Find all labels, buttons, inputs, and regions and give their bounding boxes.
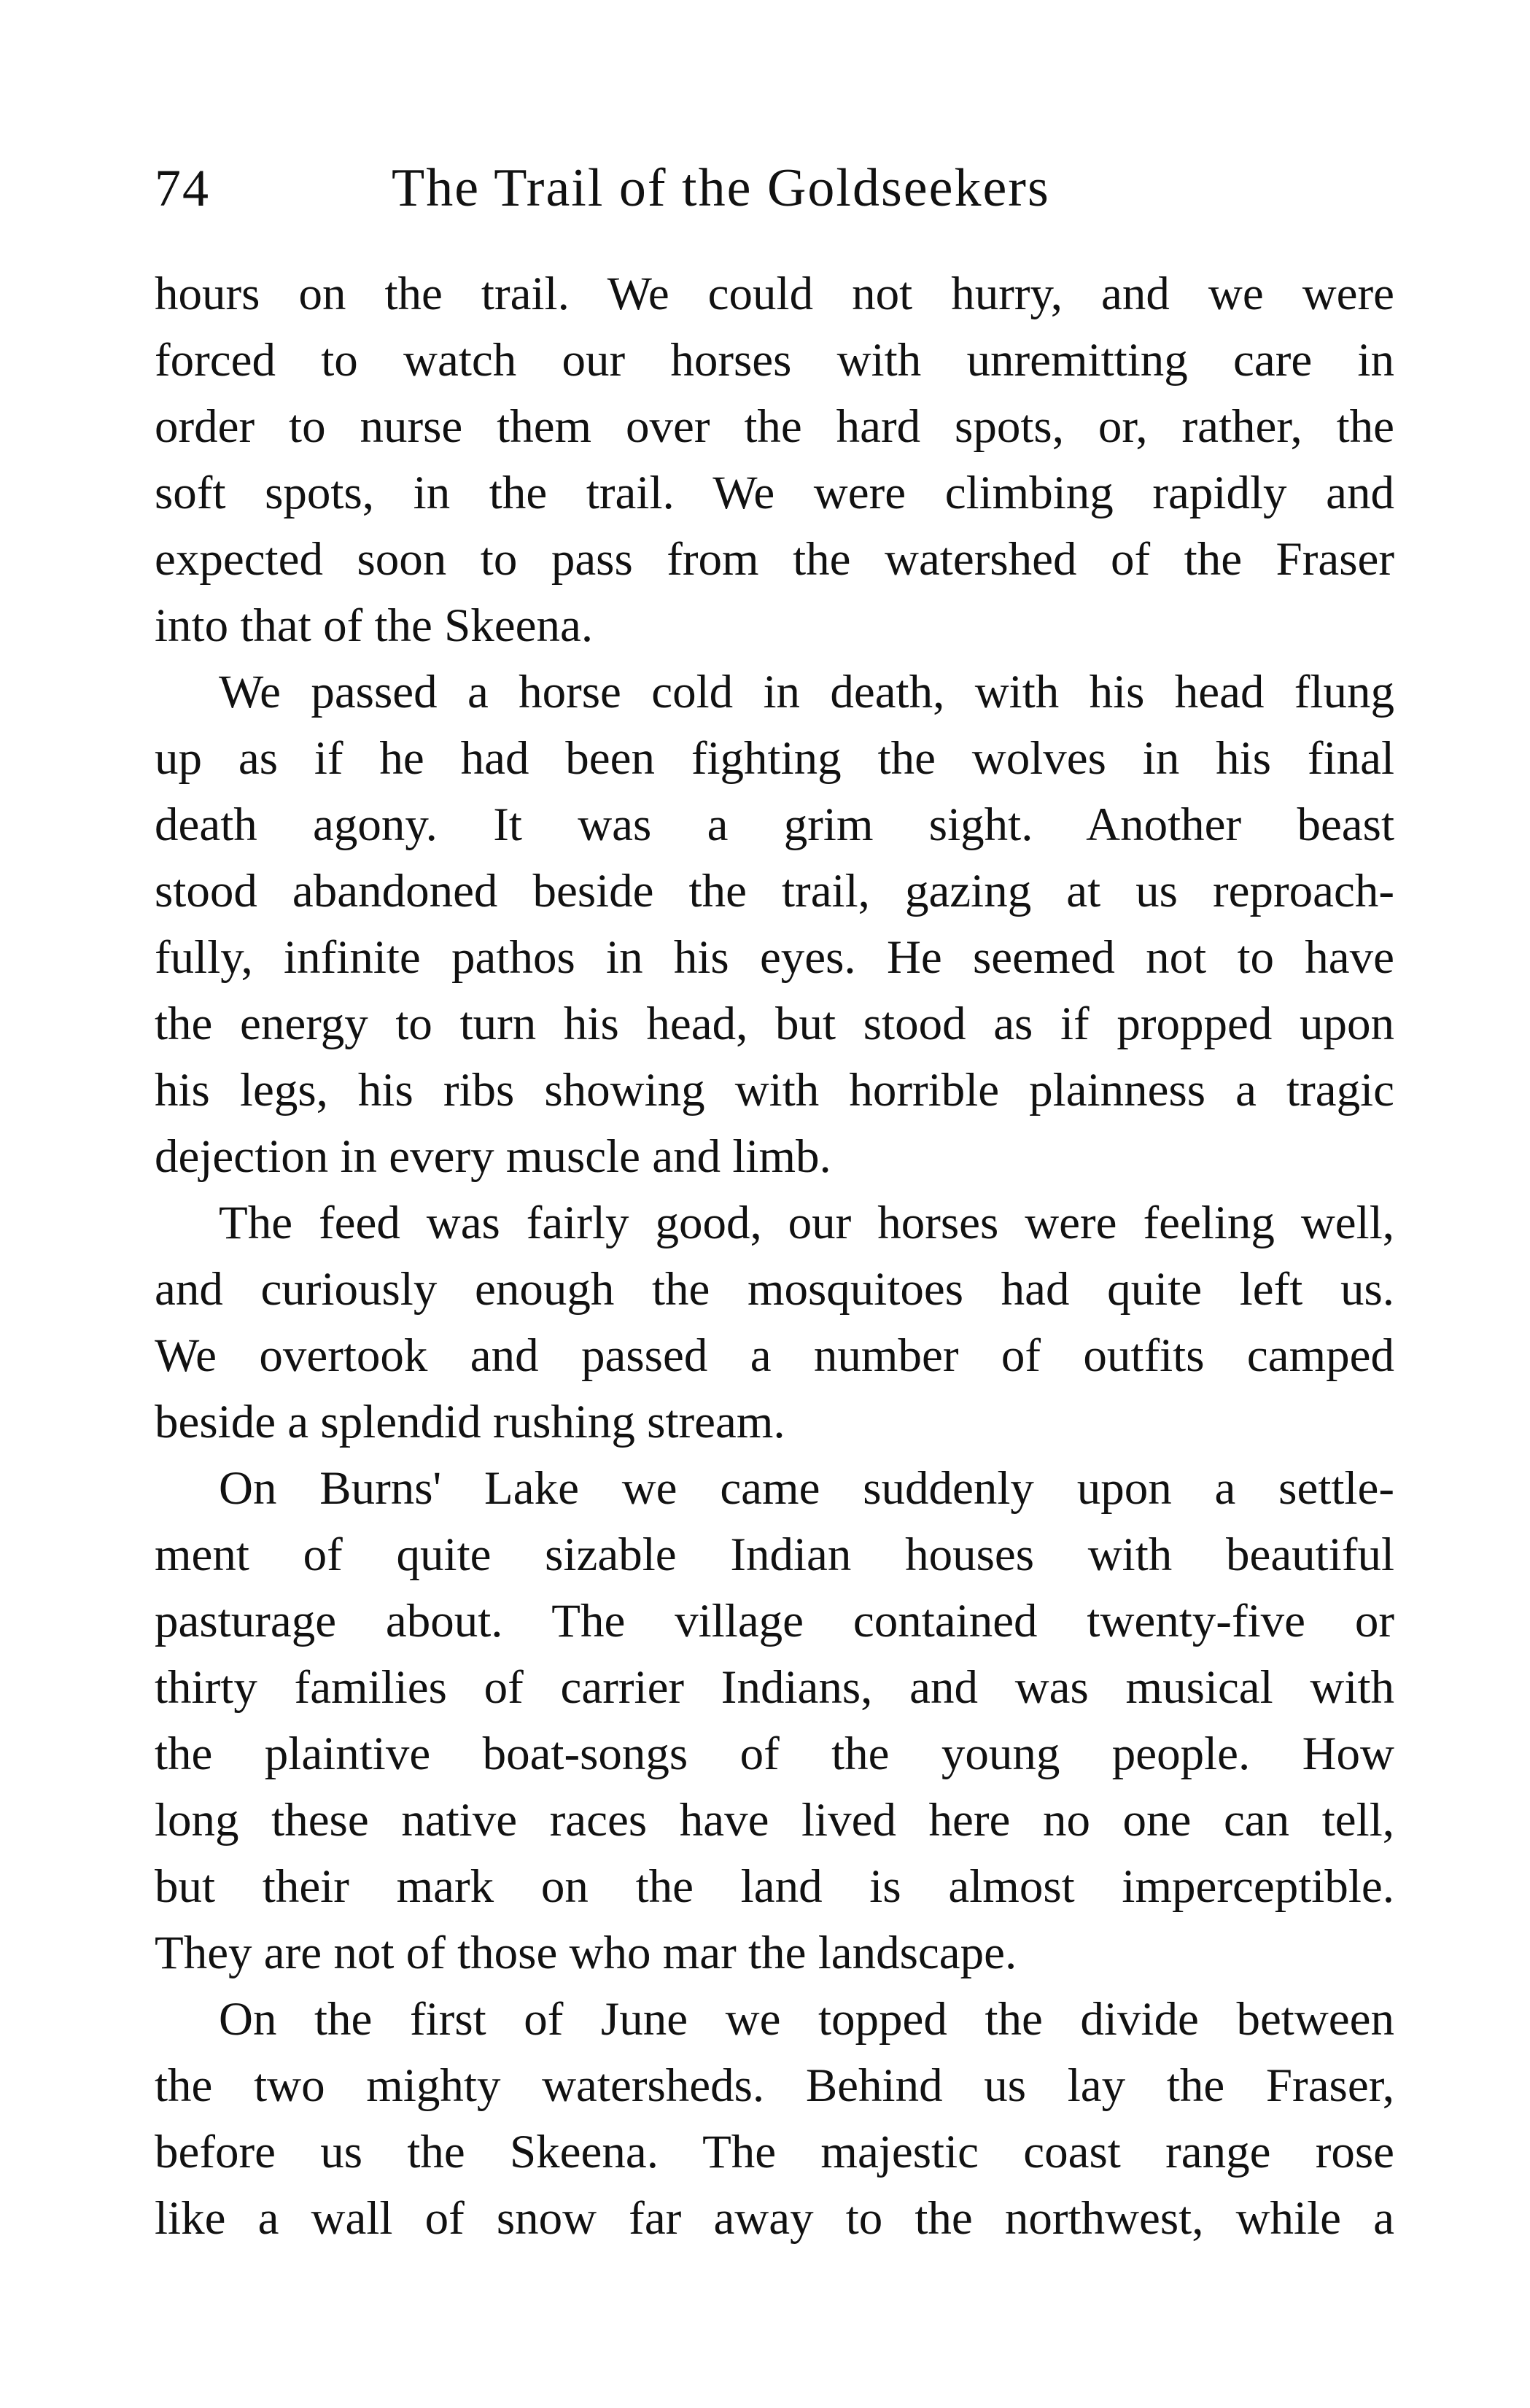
text-line: We passed a horse cold in death, with his head flung xyxy=(219,666,1394,718)
text-line: expected soon to pass from the watershed of the Fraser xyxy=(155,533,1394,586)
running-title: The Trail of the Goldseekers xyxy=(392,158,1050,218)
page-number: 74 xyxy=(155,159,210,217)
text-line: dejection in every muscle and limb. xyxy=(155,1130,831,1183)
paragraph-2 xyxy=(155,659,1394,1190)
paragraph-3 xyxy=(155,1190,1394,1456)
text-line: into that of the Skeena. xyxy=(155,599,594,652)
paragraph-5 xyxy=(155,1986,1394,2252)
text-line: the plaintive boat-songs of the young people. How xyxy=(155,1728,1394,1780)
text-line: hours on the trail. We could not hurry, and we were xyxy=(155,268,1394,320)
text-line: beside a splendid rushing stream. xyxy=(155,1396,785,1448)
text-line: order to nurse them over the hard spots, or, rather, the xyxy=(155,400,1394,453)
text-line: fully, infinite pathos in his eyes. He seemed not to have xyxy=(155,931,1394,984)
text-line: ment of quite sizable Indian houses with beautiful xyxy=(155,1529,1394,1581)
text-line: forced to watch our horses with unremitting care in xyxy=(155,334,1394,387)
text-line: but their mark on the land is almost imperceptible. xyxy=(155,1860,1394,1913)
text-line: up as if he had been fighting the wolves in his final xyxy=(155,732,1394,785)
text-line: On the first of June we topped the divide between xyxy=(219,1993,1394,2046)
text-line: The feed was fairly good, our horses were feeling well, xyxy=(219,1197,1394,1249)
text-line: stood abandoned beside the trail, gazing at us reproach- xyxy=(155,865,1394,917)
text-line: thirty families of carrier Indians, and was musical with xyxy=(155,1661,1394,1714)
text-line: They are not of those who mar the landscape. xyxy=(155,1927,1017,1979)
text-line: pasturage about. The village contained twenty-five or xyxy=(155,1595,1394,1647)
body-text xyxy=(155,261,1394,2252)
text-line: the energy to turn his head, but stood as if propped upon xyxy=(155,998,1394,1050)
text-line: long these native races have lived here no one can tell, xyxy=(155,1794,1394,1846)
paragraph-4 xyxy=(155,1456,1394,1986)
text-line: the two mighty watersheds. Behind us lay the Fraser, xyxy=(155,2059,1394,2112)
text-line: his legs, his ribs showing with horrible plainness a tragic xyxy=(155,1064,1394,1116)
text-line: death agony. It was a grim sight. Another beast xyxy=(155,799,1394,851)
text-line: On Burns' Lake we came suddenly upon a settle- xyxy=(219,1462,1394,1515)
paragraph-1 xyxy=(155,261,1394,659)
text-line: and curiously enough the mosquitoes had quite left us. xyxy=(155,1263,1394,1316)
text-line: like a wall of snow far away to the northwest, while a xyxy=(155,2192,1394,2245)
text-line: before us the Skeena. The majestic coast range rose xyxy=(155,2126,1394,2178)
text-line: soft spots, in the trail. We were climbing rapidly and xyxy=(155,467,1394,519)
page-header xyxy=(155,152,1394,232)
text-line: We overtook and passed a number of outfits camped xyxy=(155,1329,1394,1382)
